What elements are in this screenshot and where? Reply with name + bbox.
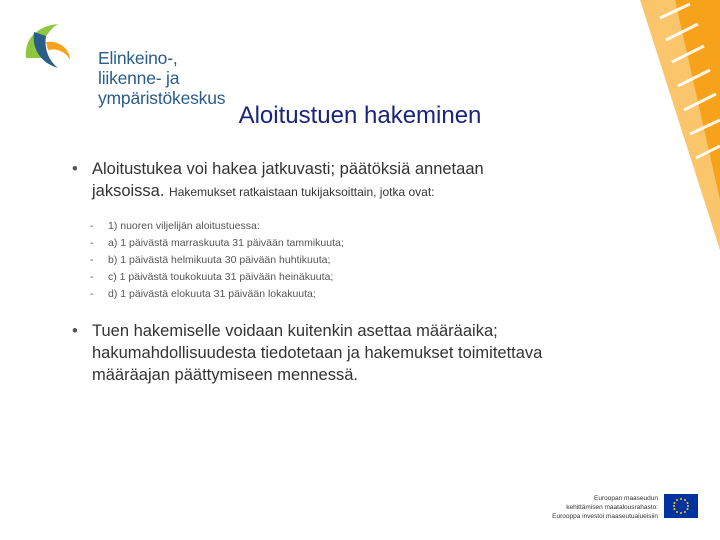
sub-item [90,218,490,235]
title-text: Aloitustuen hakeminen [238,102,482,129]
bullet-1-cont [92,180,484,203]
ely-logo-mark [18,18,88,78]
sub-list [90,218,490,303]
bullet-1 [72,158,662,203]
bullet-2-line-1: Tuen hakemiselle voidaan kuitenkin asettaa määräaika; [92,322,498,340]
eu-text-line-3: Eurooppa investoi maaseutualueisiin [552,513,658,520]
bullet-1-cont-large: jaksoissa. [92,182,165,200]
bullet-2-line-3: määräajan päättymiseen mennessä. [92,366,358,384]
sub-item [90,235,490,252]
bullet-1-text [92,158,484,203]
sub-item-text: d) 1 päivästä elokuuta 31 päivään lokakuuta; [108,288,316,300]
bullet-2-text [92,320,542,386]
dash-icon: - [90,220,94,232]
bullet-2-line-2: hakumahdollisuudesta tiedotetaan ja hakemukset toimitettava [92,344,543,362]
logo-line-1: Elinkeino-, liikenne- ja [98,48,180,88]
bullet-1-cont-small: Hakemukset ratkaistaan tukijaksoittain, jotka ovat: [169,185,435,199]
eu-text-line-2: kehittämisen maatalousrahasto: [566,504,658,511]
bullet-dot: • [72,160,78,178]
eu-text-line-1: Euroopan maaseudun [594,495,658,502]
sub-item-text: a) 1 päivästä marraskuuta 31 päivään tammikuuta; [108,237,344,249]
page-title [0,102,720,130]
logo-line-2: ympäristökeskus [98,88,226,108]
eu-footer [540,492,720,532]
eu-text [540,494,658,521]
logo-text [98,48,238,108]
sub-item-text: 1) nuoren viljelijän aloitustuessa: [108,220,260,232]
eu-flag-icon [664,494,698,518]
dash-icon: - [90,288,94,300]
dash-icon: - [90,254,94,266]
bullet-dot: • [72,322,78,340]
dash-icon: - [90,237,94,249]
bullet-2 [72,320,662,386]
bullet-1-main: Aloitustukea voi hakea jatkuvasti; päätöksiä annetaan [92,160,484,178]
sub-item-text: c) 1 päivästä toukokuuta 31 päivään heinäkuuta; [108,271,334,283]
ely-logo [18,18,238,108]
sub-item [90,286,490,303]
sub-item [90,269,490,286]
sub-item-text: b) 1 päivästä helmikuuta 30 päivään huhtikuuta; [108,254,331,266]
bullet-1-row [72,158,662,203]
bullet-2-row [72,320,662,386]
sub-item [90,252,490,269]
dash-icon: - [90,271,94,283]
